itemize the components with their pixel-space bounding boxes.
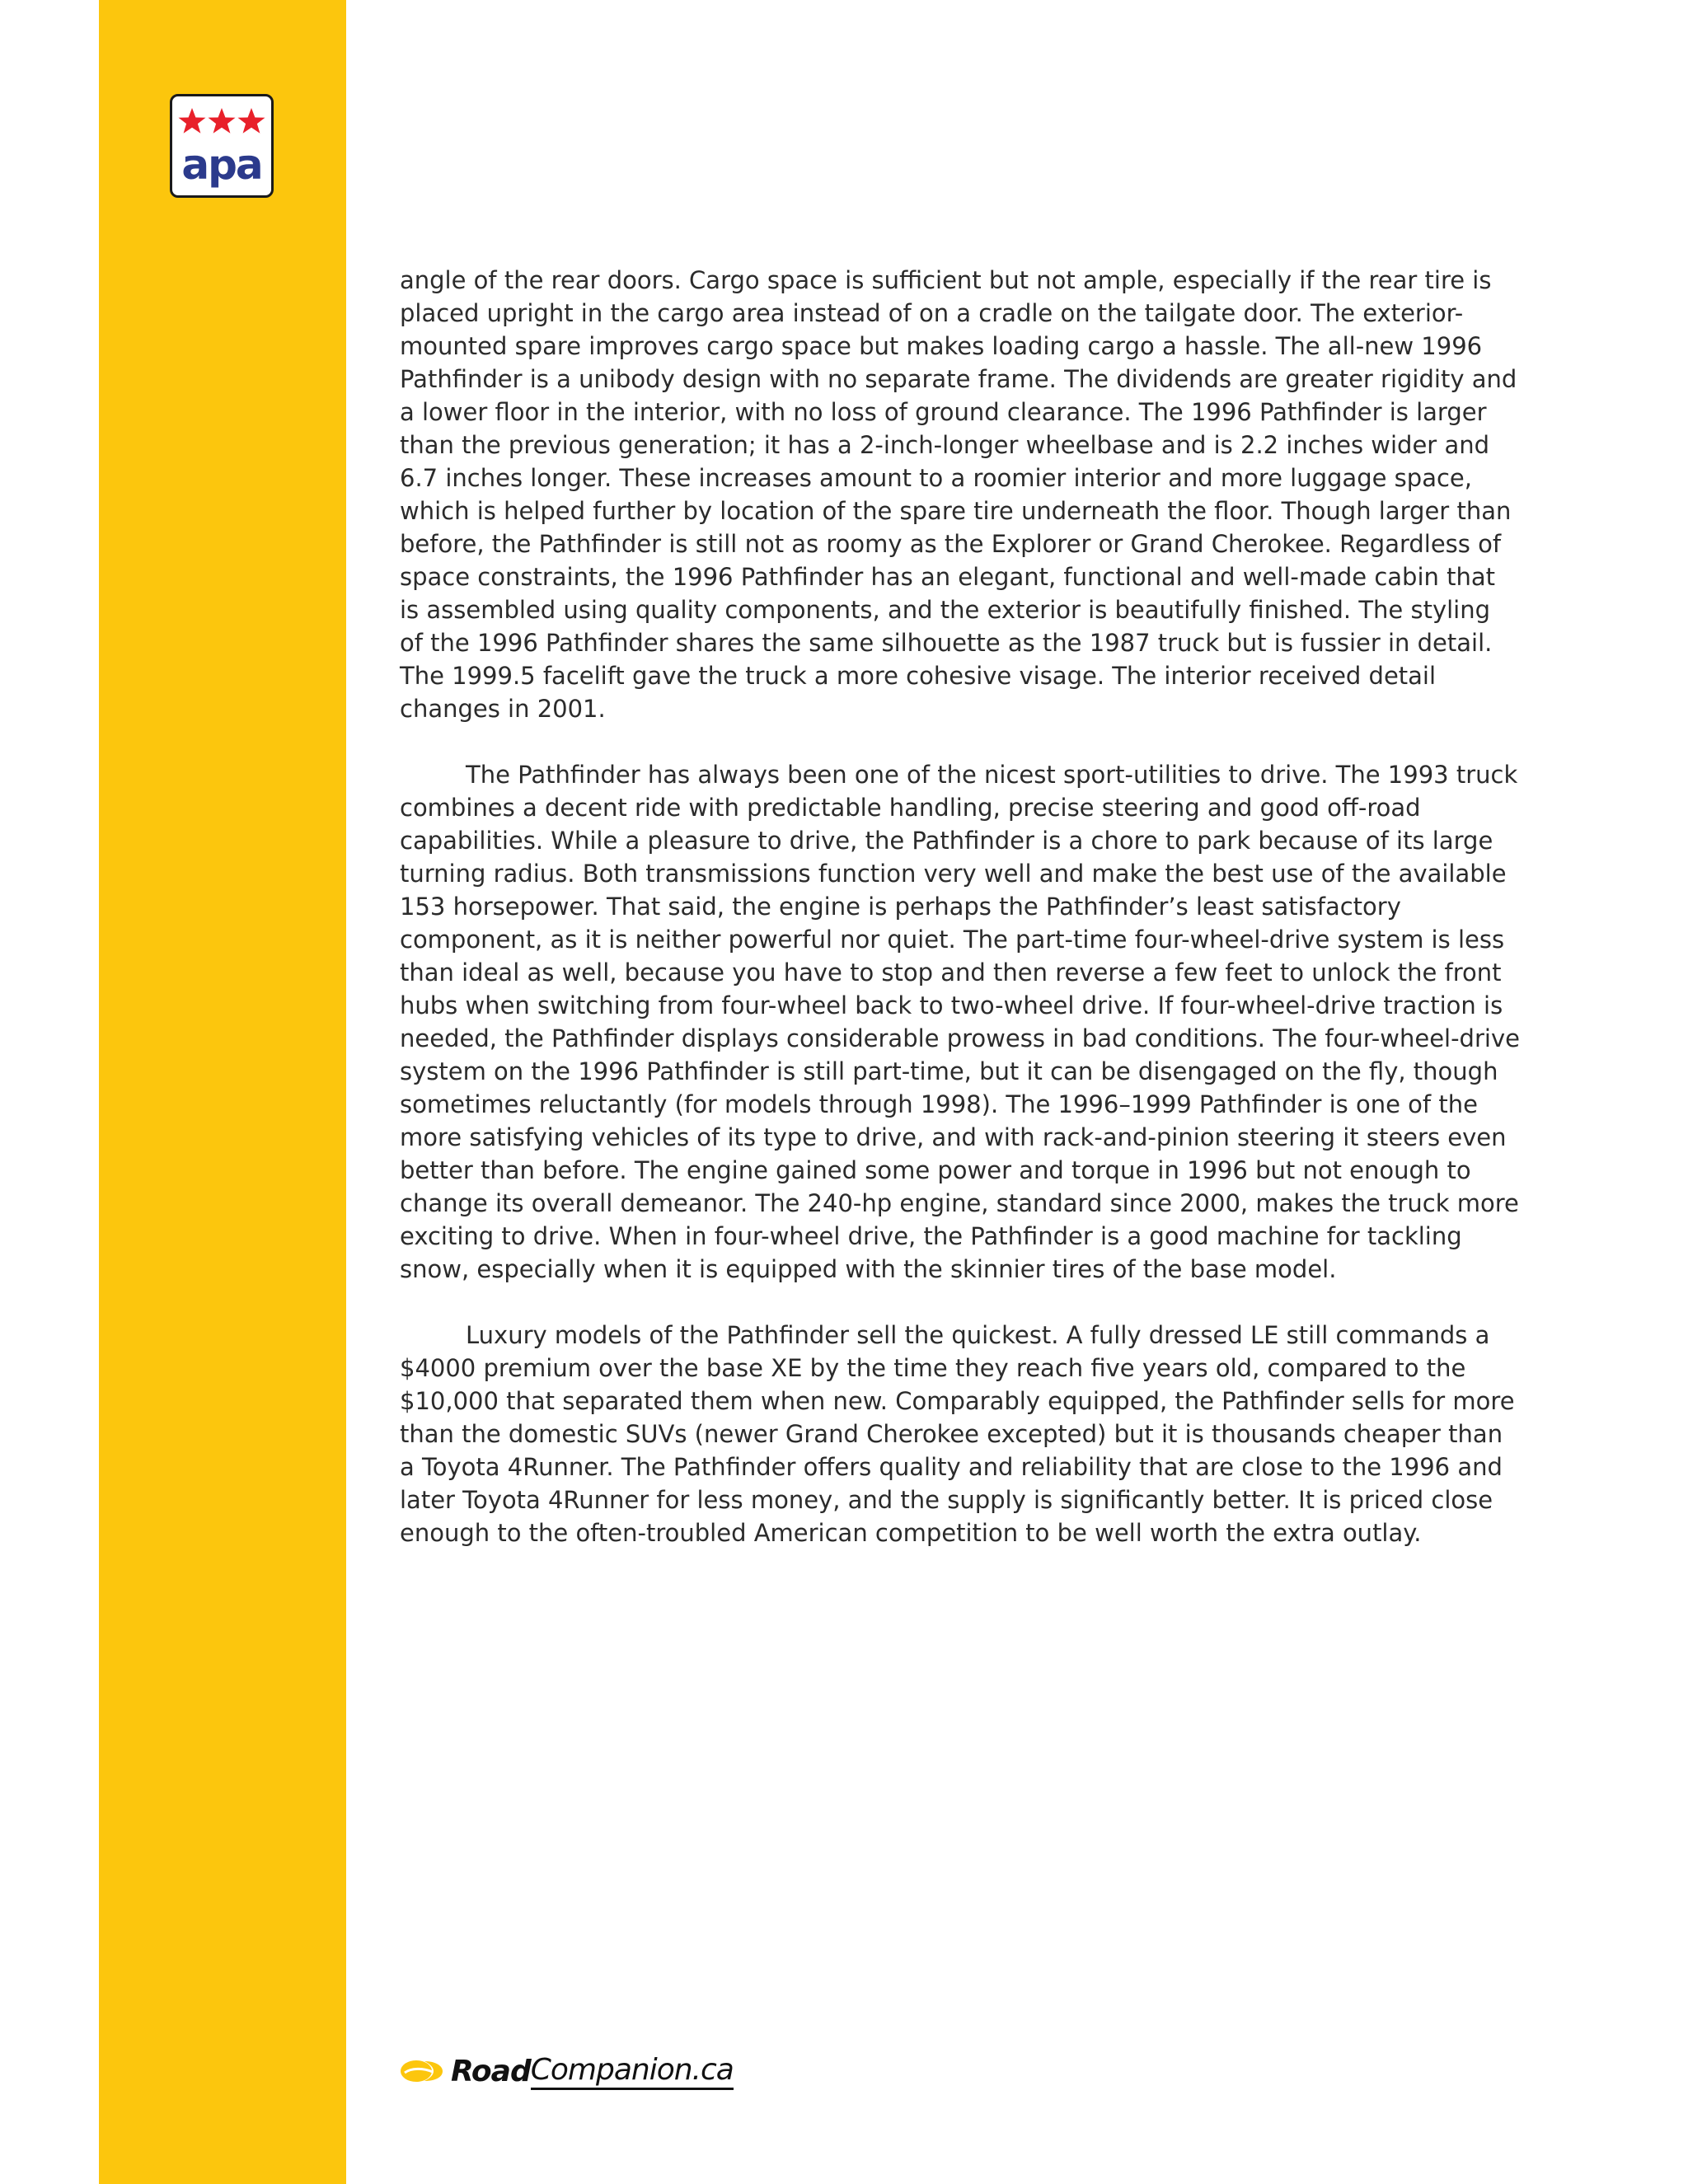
apa-logo-text: apa <box>181 141 262 189</box>
road-companion-logo <box>400 2050 734 2092</box>
footer-brand-bold: Road <box>451 2054 531 2088</box>
paragraph-3: Luxury models of the Pathfinder sell the quickest. A fully dressed LE still commands a $4000 premium over the base XE by the time they reach five years old, compared to the $10,000 that separated them when new. Comparably equipped, the Pathfinder sells for more than the domestic SUVs (newer Grand Cherokee excepted) but it is thousands cheaper than a Toyota 4Runner. The Pathfinder offers quality and reliability that are close to the 1996 and later Toyota 4Runner for less money, and the supply is significantly better. It is priced close enough to the often-troubled American competition to be well worth the extra outlay. <box>400 1321 1515 1547</box>
article-body <box>400 264 1521 1582</box>
paragraph-2: The Pathfinder has always been one of the nicest sport-utilities to drive. The 1993 truck combines a decent ride with predictable handling, precise steering and good off-road capabilities. While a pleasure to drive, the Pathfinder is a chore to park because of its large turning radius. Both transmissions function very well and make the best use of the available 153 horsepower. That said, the engine is perhaps the Pathfinder’s least satisfactory component, as it is neither powerful nor quiet. The part-time four-wheel-drive system is less than ideal as well, because you have to stop and then reverse a few feet to unlock the front hubs when switching from four-wheel back to two-wheel drive. If four-wheel-drive traction is needed, the Pathfinder displays considerable prowess in bad conditions. The four-wheel-drive system on the 1996 Pathfinder is still part-time, but it can be disengaged on the fly, though sometimes reluctantly (for models through 1998). The 1996–1999 Pathfinder is one of the more satisfying vehicles of its type to drive, and with rack-and-pinion steering it steers even better than before. The engine gained some power and torque in 1996 but not enough to change its overall demeanor. The 240-hp engine, standard since 2000, makes the truck more exciting to drive. When in four-wheel drive, the Pathfinder is a good machine for tackling snow, especially when it is equipped with the skinnier tires of the base model. <box>400 761 1520 1283</box>
yellow-sidebar <box>99 0 346 2184</box>
road-swoosh-icon <box>400 2055 446 2088</box>
apa-logo <box>170 94 274 198</box>
apa-stars-icon <box>172 96 271 195</box>
paragraph-1: angle of the rear doors. Cargo space is sufficient but not ample, especially if the rear tire is placed upright in the cargo area instead of on a cradle on the tailgate door. The exterior-mounted spare improves cargo space but makes loading cargo a hassle. The all-new 1996 Pathfinder is a unibody design with no separate frame. The dividends are greater rigidity and a lower floor in the interior, with no loss of ground clearance. The 1996 Pathfinder is larger than the previous generation; it has a 2-inch-longer wheelbase and is 2.2 inches wider and 6.7 inches longer. These increases amount to a roomier interior and more luggage space, which is helped further by location of the spare tire underneath the floor. Though larger than before, the Pathfinder is still not as roomy as the Explorer or Grand Cherokee. Regardless of space constraints, the 1996 Pathfinder has an elegant, functional and well-made cabin that is assembled using quality components, and the exterior is beautifully finished. The styling of the 1996 Pathfinder shares the same silhouette as the 1987 truck but is fussier in detail. The 1999.5 facelift gave the truck a more cohesive visage. The interior received detail changes in 2001. <box>400 266 1517 723</box>
footer-brand-rest: Companion.ca <box>531 2053 734 2090</box>
